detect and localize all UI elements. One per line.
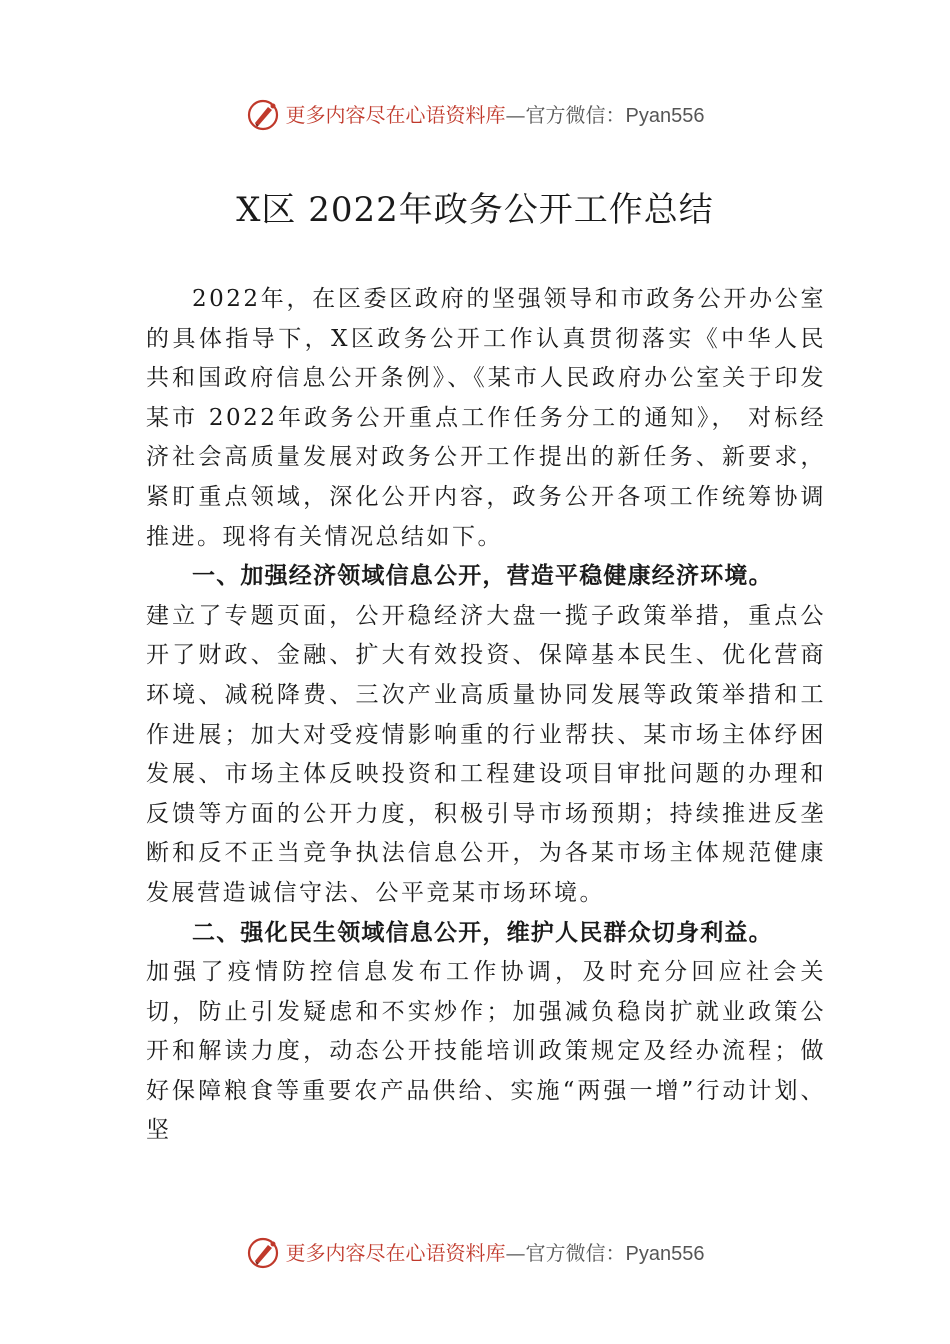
watermark-text bbox=[286, 98, 705, 133]
document-title: X区 2022年政务公开工作总结 bbox=[236, 190, 714, 230]
section2-heading: 二、强化民生领域信息公开，维护人民群众切身利益。 bbox=[192, 919, 773, 946]
section1-paragraph: 建立了专题页面，公开稳经济大盘一揽子政策举措，重点公开了财政、金融、扩大有效投资、保障基本民生、优化营商环境、减税降费、三次产业高质量协同发展等政策举措和工作进展；加大对受疫情影响重的行业帮扶、某市场主体纾困发展、市场主体反映投资和工程建设项目审批问题的办理和反馈等方面的公开力度，积极引导市场预期；持续推进反垄断和反不正当竞争执法信息公开，为各某市场主体规范健康发展营造诚信守法、公平竞某市场环境。 bbox=[146, 602, 826, 906]
watermark-header bbox=[0, 95, 950, 135]
watermark-footer bbox=[0, 1233, 950, 1273]
pen-logo-icon bbox=[246, 98, 280, 132]
section1-heading: 一、加强经济领域信息公开，营造平稳健康经济环境。 bbox=[192, 563, 773, 590]
watermark-separator: —官方微信： bbox=[505, 102, 626, 127]
document-body bbox=[146, 280, 826, 1151]
watermark-cn-text: 更多内容尽在心语资料库 bbox=[285, 1240, 506, 1265]
watermark-cn-text: 更多内容尽在心语资料库 bbox=[285, 102, 506, 127]
watermark-wechat-id: Pyan556 bbox=[625, 1242, 705, 1265]
watermark-separator: —官方微信： bbox=[505, 1240, 626, 1265]
pen-logo-icon bbox=[246, 1236, 280, 1270]
intro-paragraph: 2022年，在区委区政府的坚强领导和市政务公开办公室的具体指导下，X区政务公开工作认真贯彻落实《中华人民共和国政府信息公开条例》、《某市人民政府办公室关于印发某市 2022年政务公开重点工作任务分工的通知》， 对标经济社会高质量发展对政务公开工作提出的新任务、新要求，紧盯重点领域，深化公开内容，政务公开各项工作统筹协调推进。现将有关情况总结如下。 bbox=[146, 286, 826, 550]
watermark-wechat-id: Pyan556 bbox=[625, 104, 705, 127]
watermark-text bbox=[286, 1236, 705, 1271]
section2-paragraph: 加强了疫情防控信息发布工作协调，及时充分回应社会关切，防止引发疑虑和不实炒作；加强减负稳岗扩就业政策公开和解读力度，动态公开技能培训政策规定及经办流程；做好保障粮食等重要农产品供给、实施“两强一增”行动计划、坚 bbox=[146, 959, 826, 1144]
